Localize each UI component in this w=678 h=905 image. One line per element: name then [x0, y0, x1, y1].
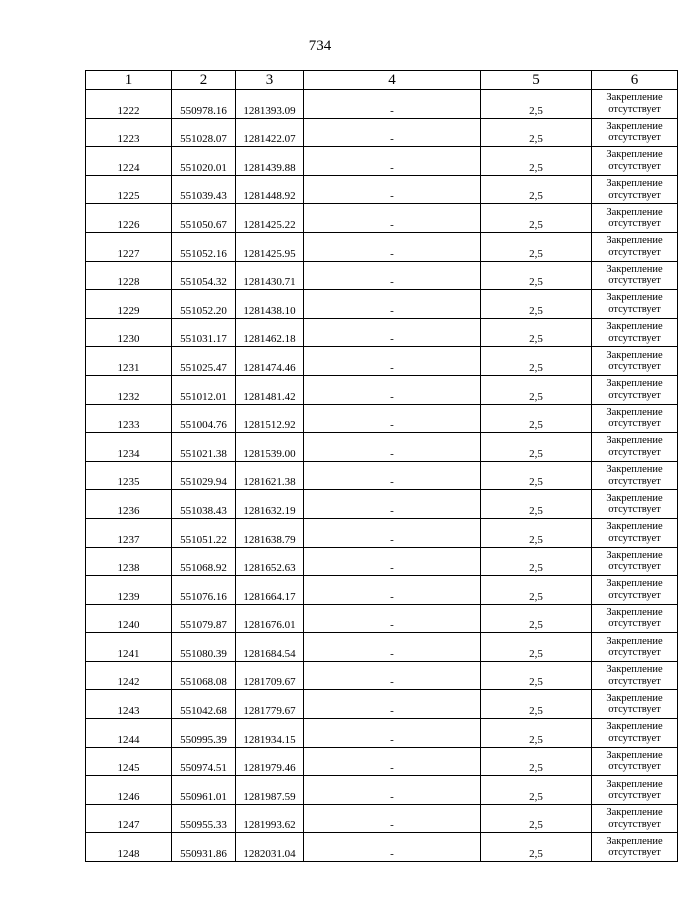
y-coordinate-cell: 1281621.38 [236, 461, 304, 490]
x-coordinate-cell: 550978.16 [172, 90, 236, 119]
column-header-5: 5 [481, 71, 592, 90]
column-5-cell: 2,5 [481, 204, 592, 233]
y-coordinate-cell: 1281676.01 [236, 604, 304, 633]
fixation-note-cell [592, 461, 678, 490]
table-header-row [86, 71, 678, 90]
column-5-cell: 2,5 [481, 604, 592, 633]
point-number-cell: 1223 [86, 118, 172, 147]
x-coordinate-cell: 551004.76 [172, 404, 236, 433]
column-4-cell: - [304, 461, 481, 490]
x-coordinate-cell: 551052.16 [172, 232, 236, 261]
fixation-note-line-2: отсутствует [608, 561, 661, 573]
x-coordinate-cell: 550955.33 [172, 804, 236, 833]
table-row [86, 232, 678, 261]
fixation-note-cell [592, 604, 678, 633]
column-5-cell: 2,5 [481, 347, 592, 376]
point-number-cell: 1236 [86, 490, 172, 519]
column-5-cell: 2,5 [481, 576, 592, 605]
y-coordinate-cell: 1281422.07 [236, 118, 304, 147]
column-5-cell: 2,5 [481, 661, 592, 690]
x-coordinate-cell: 551052.20 [172, 290, 236, 319]
y-coordinate-cell: 1281934.15 [236, 719, 304, 748]
fixation-note-cell [592, 547, 678, 576]
column-4-cell: - [304, 747, 481, 776]
column-4-cell: - [304, 604, 481, 633]
column-4-cell: - [304, 204, 481, 233]
fixation-note-cell [592, 833, 678, 862]
column-header-6: 6 [592, 71, 678, 90]
column-5-cell: 2,5 [481, 90, 592, 119]
point-number-cell: 1238 [86, 547, 172, 576]
fixation-note-line-1: Закрепление [606, 464, 663, 476]
fixation-note-line-1: Закрепление [606, 349, 663, 361]
x-coordinate-cell: 550995.39 [172, 719, 236, 748]
table-row [86, 175, 678, 204]
column-4-cell: - [304, 633, 481, 662]
fixation-note-line-1: Закрепление [606, 378, 663, 390]
column-4-cell: - [304, 147, 481, 176]
fixation-note-cell [592, 433, 678, 462]
fixation-note-line-1: Закрепление [606, 406, 663, 418]
fixation-note-cell [592, 518, 678, 547]
y-coordinate-cell: 1281638.79 [236, 518, 304, 547]
page-number: 734 [308, 38, 332, 54]
column-4-cell: - [304, 833, 481, 862]
fixation-note-line-2: отсутствует [608, 532, 661, 544]
y-coordinate-cell: 1281632.19 [236, 490, 304, 519]
point-number-cell: 1233 [86, 404, 172, 433]
table-row [86, 747, 678, 776]
column-4-cell: - [304, 690, 481, 719]
column-4-cell: - [304, 118, 481, 147]
fixation-note-line-2: отсутствует [608, 275, 661, 287]
x-coordinate-cell: 551039.43 [172, 175, 236, 204]
x-coordinate-cell: 551012.01 [172, 375, 236, 404]
fixation-note-line-2: отсутствует [608, 818, 661, 830]
column-5-cell: 2,5 [481, 461, 592, 490]
fixation-note-line-1: Закрепление [606, 120, 663, 132]
column-header-3: 3 [236, 71, 304, 90]
table-row [86, 490, 678, 519]
table-row [86, 633, 678, 662]
fixation-note-line-2: отсутствует [608, 790, 661, 802]
x-coordinate-cell: 551021.38 [172, 433, 236, 462]
table-row [86, 204, 678, 233]
table-row [86, 347, 678, 376]
fixation-note-cell [592, 804, 678, 833]
point-number-cell: 1234 [86, 433, 172, 462]
table-row [86, 147, 678, 176]
fixation-note-line-1: Закрепление [606, 521, 663, 533]
table-row [86, 404, 678, 433]
column-5-cell: 2,5 [481, 232, 592, 261]
x-coordinate-cell: 551031.17 [172, 318, 236, 347]
point-number-cell: 1226 [86, 204, 172, 233]
fixation-note-line-1: Закрепление [606, 292, 663, 304]
fixation-note-line-2: отсутствует [608, 446, 661, 458]
fixation-note-line-1: Закрепление [606, 664, 663, 676]
fixation-note-cell [592, 375, 678, 404]
x-coordinate-cell: 550974.51 [172, 747, 236, 776]
point-number-cell: 1246 [86, 776, 172, 805]
point-number-cell: 1229 [86, 290, 172, 319]
table-row [86, 804, 678, 833]
point-number-cell: 1231 [86, 347, 172, 376]
table-row [86, 719, 678, 748]
column-header-1: 1 [86, 71, 172, 90]
fixation-note-line-1: Закрепление [606, 835, 663, 847]
y-coordinate-cell: 1281779.67 [236, 690, 304, 719]
fixation-note-line-2: отсутствует [608, 160, 661, 172]
point-number-cell: 1240 [86, 604, 172, 633]
fixation-note-line-2: отсутствует [608, 189, 661, 201]
fixation-note-cell [592, 318, 678, 347]
fixation-note-line-1: Закрепление [606, 807, 663, 819]
x-coordinate-cell: 551076.16 [172, 576, 236, 605]
x-coordinate-cell: 551025.47 [172, 347, 236, 376]
fixation-note-line-1: Закрепление [606, 92, 663, 104]
point-number-cell: 1224 [86, 147, 172, 176]
column-4-cell: - [304, 404, 481, 433]
fixation-note-line-2: отсутствует [608, 132, 661, 144]
x-coordinate-cell: 551051.22 [172, 518, 236, 547]
fixation-note-line-1: Закрепление [606, 635, 663, 647]
table-row [86, 604, 678, 633]
x-coordinate-cell: 550931.86 [172, 833, 236, 862]
point-number-cell: 1235 [86, 461, 172, 490]
column-5-cell: 2,5 [481, 118, 592, 147]
y-coordinate-cell: 1281430.71 [236, 261, 304, 290]
column-5-cell: 2,5 [481, 290, 592, 319]
fixation-note-line-1: Закрепление [606, 692, 663, 704]
coordinates-table [85, 70, 678, 862]
x-coordinate-cell: 551050.67 [172, 204, 236, 233]
fixation-note-line-2: отсутствует [608, 332, 661, 344]
column-4-cell: - [304, 232, 481, 261]
column-5-cell: 2,5 [481, 404, 592, 433]
column-4-cell: - [304, 175, 481, 204]
column-header-2: 2 [172, 71, 236, 90]
fixation-note-line-1: Закрепление [606, 606, 663, 618]
column-header-4: 4 [304, 71, 481, 90]
x-coordinate-cell: 551068.08 [172, 661, 236, 690]
fixation-note-cell [592, 719, 678, 748]
y-coordinate-cell: 1281993.62 [236, 804, 304, 833]
fixation-note-line-2: отсутствует [608, 475, 661, 487]
y-coordinate-cell: 1281539.00 [236, 433, 304, 462]
point-number-cell: 1244 [86, 719, 172, 748]
column-5-cell: 2,5 [481, 804, 592, 833]
fixation-note-line-1: Закрепление [606, 749, 663, 761]
y-coordinate-cell: 1281709.67 [236, 661, 304, 690]
table-row [86, 375, 678, 404]
table-row [86, 261, 678, 290]
fixation-note-cell [592, 232, 678, 261]
y-coordinate-cell: 1281512.92 [236, 404, 304, 433]
y-coordinate-cell: 1281987.59 [236, 776, 304, 805]
fixation-note-line-2: отсутствует [608, 704, 661, 716]
fixation-note-line-1: Закрепление [606, 435, 663, 447]
fixation-note-cell [592, 261, 678, 290]
column-5-cell: 2,5 [481, 633, 592, 662]
x-coordinate-cell: 551042.68 [172, 690, 236, 719]
fixation-note-cell [592, 690, 678, 719]
column-4-cell: - [304, 347, 481, 376]
fixation-note-cell [592, 633, 678, 662]
fixation-note-line-1: Закрепление [606, 549, 663, 561]
point-number-cell: 1225 [86, 175, 172, 204]
column-4-cell: - [304, 375, 481, 404]
table-row [86, 661, 678, 690]
point-number-cell: 1248 [86, 833, 172, 862]
column-4-cell: - [304, 576, 481, 605]
fixation-note-line-2: отсутствует [608, 618, 661, 630]
fixation-note-line-2: отсутствует [608, 761, 661, 773]
fixation-note-line-2: отсутствует [608, 218, 661, 230]
point-number-cell: 1247 [86, 804, 172, 833]
column-4-cell: - [304, 719, 481, 748]
y-coordinate-cell: 1281664.17 [236, 576, 304, 605]
fixation-note-line-1: Закрепление [606, 235, 663, 247]
column-5-cell: 2,5 [481, 547, 592, 576]
table-row [86, 90, 678, 119]
fixation-note-line-2: отсутствует [608, 589, 661, 601]
x-coordinate-cell: 551028.07 [172, 118, 236, 147]
column-4-cell: - [304, 90, 481, 119]
column-5-cell: 2,5 [481, 719, 592, 748]
column-5-cell: 2,5 [481, 747, 592, 776]
point-number-cell: 1222 [86, 90, 172, 119]
column-4-cell: - [304, 433, 481, 462]
fixation-note-cell [592, 661, 678, 690]
point-number-cell: 1245 [86, 747, 172, 776]
fixation-note-line-2: отсутствует [608, 732, 661, 744]
x-coordinate-cell: 551038.43 [172, 490, 236, 519]
fixation-note-line-2: отсутствует [608, 361, 661, 373]
fixation-note-line-2: отсутствует [608, 847, 661, 859]
fixation-note-line-1: Закрепление [606, 178, 663, 190]
point-number-cell: 1243 [86, 690, 172, 719]
y-coordinate-cell: 1281979.46 [236, 747, 304, 776]
fixation-note-cell [592, 204, 678, 233]
fixation-note-cell [592, 90, 678, 119]
column-4-cell: - [304, 661, 481, 690]
point-number-cell: 1227 [86, 232, 172, 261]
point-number-cell: 1239 [86, 576, 172, 605]
column-5-cell: 2,5 [481, 490, 592, 519]
table-row [86, 461, 678, 490]
fixation-note-line-1: Закрепление [606, 778, 663, 790]
y-coordinate-cell: 1281474.46 [236, 347, 304, 376]
fixation-note-line-2: отсутствует [608, 246, 661, 258]
fixation-note-line-1: Закрепление [606, 578, 663, 590]
column-4-cell: - [304, 776, 481, 805]
point-number-cell: 1237 [86, 518, 172, 547]
y-coordinate-cell: 1281393.09 [236, 90, 304, 119]
table-row [86, 776, 678, 805]
fixation-note-line-2: отсутствует [608, 504, 661, 516]
fixation-note-line-1: Закрепление [606, 149, 663, 161]
fixation-note-cell [592, 747, 678, 776]
table-row [86, 690, 678, 719]
y-coordinate-cell: 1281462.18 [236, 318, 304, 347]
point-number-cell: 1242 [86, 661, 172, 690]
fixation-note-line-2: отсутствует [608, 103, 661, 115]
y-coordinate-cell: 1281481.42 [236, 375, 304, 404]
fixation-note-cell [592, 118, 678, 147]
x-coordinate-cell: 551020.01 [172, 147, 236, 176]
fixation-note-line-2: отсутствует [608, 647, 661, 659]
fixation-note-cell [592, 490, 678, 519]
table-row [86, 576, 678, 605]
fixation-note-cell [592, 290, 678, 319]
column-5-cell: 2,5 [481, 147, 592, 176]
table-row [86, 118, 678, 147]
y-coordinate-cell: 1281439.88 [236, 147, 304, 176]
y-coordinate-cell: 1281652.63 [236, 547, 304, 576]
column-5-cell: 2,5 [481, 261, 592, 290]
fixation-note-cell [592, 576, 678, 605]
column-4-cell: - [304, 518, 481, 547]
y-coordinate-cell: 1281438.10 [236, 290, 304, 319]
fixation-note-line-1: Закрепление [606, 263, 663, 275]
fixation-note-line-1: Закрепление [606, 321, 663, 333]
x-coordinate-cell: 551068.92 [172, 547, 236, 576]
x-coordinate-cell: 551029.94 [172, 461, 236, 490]
column-4-cell: - [304, 290, 481, 319]
x-coordinate-cell: 551054.32 [172, 261, 236, 290]
table-row [86, 547, 678, 576]
table-row [86, 433, 678, 462]
column-5-cell: 2,5 [481, 833, 592, 862]
y-coordinate-cell: 1281684.54 [236, 633, 304, 662]
fixation-note-line-1: Закрепление [606, 492, 663, 504]
point-number-cell: 1241 [86, 633, 172, 662]
y-coordinate-cell: 1281425.95 [236, 232, 304, 261]
fixation-note-cell [592, 776, 678, 805]
y-coordinate-cell: 1281448.92 [236, 175, 304, 204]
fixation-note-cell [592, 175, 678, 204]
fixation-note-line-1: Закрепление [606, 206, 663, 218]
x-coordinate-cell: 550961.01 [172, 776, 236, 805]
column-5-cell: 2,5 [481, 318, 592, 347]
column-5-cell: 2,5 [481, 375, 592, 404]
point-number-cell: 1232 [86, 375, 172, 404]
x-coordinate-cell: 551080.39 [172, 633, 236, 662]
table-body [86, 90, 678, 862]
fixation-note-cell [592, 347, 678, 376]
column-4-cell: - [304, 804, 481, 833]
table-row [86, 518, 678, 547]
fixation-note-line-2: отсутствует [608, 389, 661, 401]
column-5-cell: 2,5 [481, 518, 592, 547]
y-coordinate-cell: 1282031.04 [236, 833, 304, 862]
column-5-cell: 2,5 [481, 433, 592, 462]
column-5-cell: 2,5 [481, 690, 592, 719]
fixation-note-cell [592, 147, 678, 176]
column-5-cell: 2,5 [481, 175, 592, 204]
column-4-cell: - [304, 261, 481, 290]
column-4-cell: - [304, 490, 481, 519]
fixation-note-cell [592, 404, 678, 433]
table-row [86, 833, 678, 862]
column-4-cell: - [304, 318, 481, 347]
table-row [86, 318, 678, 347]
column-5-cell: 2,5 [481, 776, 592, 805]
x-coordinate-cell: 551079.87 [172, 604, 236, 633]
fixation-note-line-2: отсутствует [608, 303, 661, 315]
point-number-cell: 1230 [86, 318, 172, 347]
fixation-note-line-2: отсутствует [608, 675, 661, 687]
point-number-cell: 1228 [86, 261, 172, 290]
fixation-note-line-1: Закрепление [606, 721, 663, 733]
table-row [86, 290, 678, 319]
y-coordinate-cell: 1281425.22 [236, 204, 304, 233]
fixation-note-line-2: отсутствует [608, 418, 661, 430]
column-4-cell: - [304, 547, 481, 576]
